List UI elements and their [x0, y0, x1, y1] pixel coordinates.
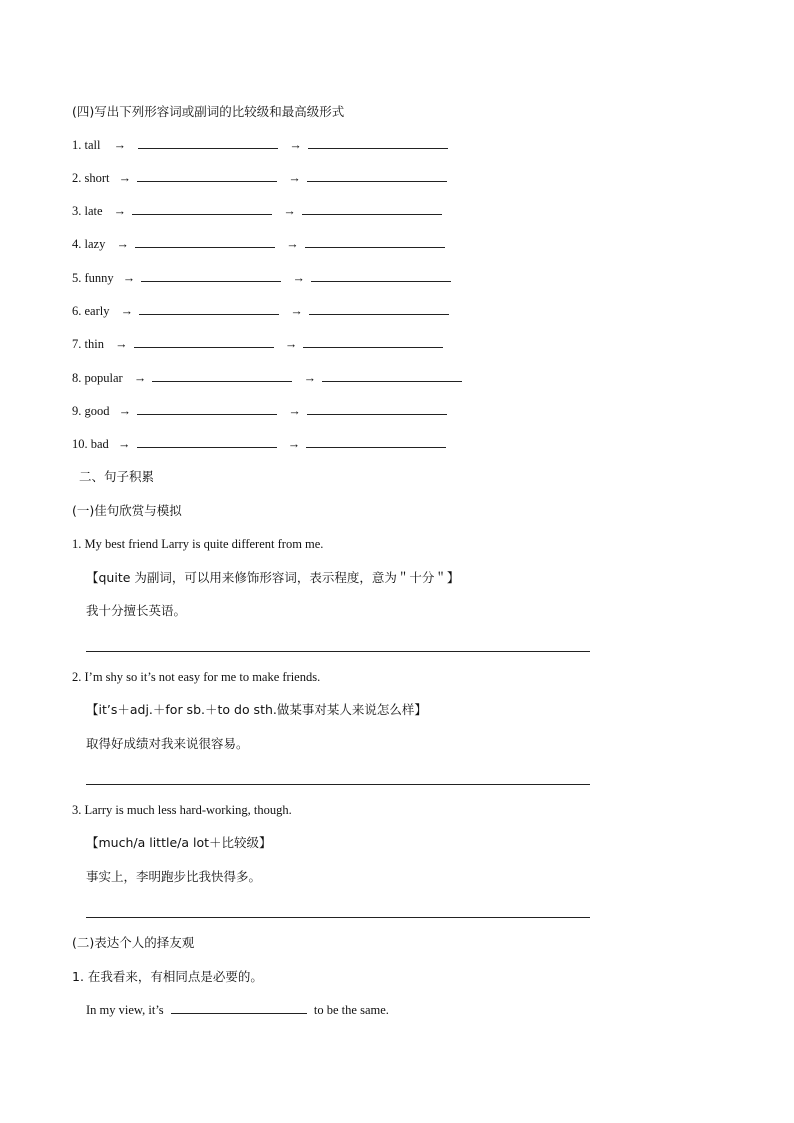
word-label: 2. short	[72, 171, 110, 185]
word-row	[72, 269, 451, 287]
translation-prompt: 取得好成绩对我来说很容易。	[86, 736, 249, 751]
arrow-icon: →	[303, 371, 317, 385]
translation-prompt: 我十分擅长英语。	[86, 603, 187, 618]
arrow-icon: →	[287, 437, 301, 451]
word-row	[72, 302, 449, 320]
comparative-blank[interactable]	[141, 269, 281, 282]
superlative-blank[interactable]	[306, 435, 446, 448]
example-sentence: 2. I’m shy so it’s not easy for me to make friends.	[72, 670, 321, 684]
word-row	[72, 235, 445, 253]
answer-line[interactable]	[86, 917, 590, 918]
word-label: 8. popular	[72, 371, 123, 385]
fill-sentence-end: to be the same.	[313, 1003, 389, 1017]
word-label: 4. lazy	[72, 237, 106, 251]
comparative-blank[interactable]	[137, 402, 277, 415]
arrow-icon: →	[118, 171, 132, 185]
comparative-blank[interactable]	[139, 302, 279, 315]
word-label: 3. late	[72, 204, 103, 218]
comparative-blank[interactable]	[137, 169, 277, 182]
arrow-icon: →	[288, 171, 301, 185]
arrow-icon: →	[113, 204, 127, 218]
comparative-blank[interactable]	[134, 335, 274, 348]
example-sentence: 1. My best friend Larry is quite different from me.	[72, 537, 324, 551]
arrow-icon: →	[292, 271, 306, 285]
arrow-icon: →	[122, 271, 136, 285]
superlative-blank[interactable]	[311, 269, 451, 282]
arrow-icon: →	[283, 204, 296, 218]
word-row	[72, 335, 443, 353]
comparative-blank[interactable]	[132, 202, 272, 215]
grammar-note: 【quite 为副词，可以用来修饰形容词，表示程度，意为＂十分＂】	[86, 570, 460, 585]
word-label: 9. good	[72, 404, 110, 418]
word-label: 10. bad	[72, 437, 109, 451]
arrow-icon: →	[289, 138, 302, 152]
superlative-blank[interactable]	[307, 169, 447, 182]
superlative-blank[interactable]	[322, 369, 462, 382]
fill-blank[interactable]	[171, 1001, 307, 1014]
arrow-icon: →	[116, 237, 129, 251]
part-heading-sentences: 二、句子积累	[79, 469, 155, 484]
word-label: 1. tall	[72, 138, 101, 152]
answer-line[interactable]	[86, 784, 590, 785]
translation-prompt: 事实上，李明跑步比我快得多。	[86, 869, 262, 884]
superlative-blank[interactable]	[305, 235, 445, 248]
answer-line[interactable]	[86, 651, 590, 652]
arrow-icon: →	[288, 404, 301, 418]
arrow-icon: →	[113, 138, 127, 152]
word-label: 7. thin	[72, 337, 104, 351]
comparative-blank[interactable]	[137, 435, 277, 448]
word-label: 5. funny	[72, 271, 114, 285]
word-row	[72, 435, 446, 453]
word-row	[72, 369, 462, 387]
example-sentence: 3. Larry is much less hard-working, though.	[72, 803, 292, 817]
superlative-blank[interactable]	[302, 202, 442, 215]
arrow-icon: →	[118, 404, 132, 418]
arrow-icon: →	[286, 237, 299, 251]
arrow-icon: →	[290, 304, 303, 318]
superlative-blank[interactable]	[309, 302, 449, 315]
fill-sentence-start: In my view, it’s	[86, 1003, 164, 1017]
arrow-icon: →	[115, 337, 128, 351]
comparative-blank[interactable]	[138, 136, 278, 149]
superlative-blank[interactable]	[308, 136, 448, 149]
arrow-icon: →	[133, 371, 147, 385]
subsection-heading-appreciation: (一)佳句欣赏与模拟	[72, 503, 182, 518]
grammar-note: 【much/a little/a lot＋比较级】	[86, 835, 272, 850]
comparative-blank[interactable]	[135, 235, 275, 248]
word-row	[72, 169, 447, 187]
comparative-blank[interactable]	[152, 369, 292, 382]
arrow-icon: →	[284, 337, 298, 351]
word-label: 6. early	[72, 304, 110, 318]
superlative-blank[interactable]	[307, 402, 447, 415]
arrow-icon: →	[117, 437, 131, 451]
question-prompt: 1. 在我看来，有相同点是必要的。	[72, 969, 263, 984]
word-row	[72, 202, 442, 220]
superlative-blank[interactable]	[303, 335, 443, 348]
arrow-icon: →	[120, 304, 134, 318]
subsection-heading-friend-view: (二)表达个人的择友观	[72, 935, 195, 950]
word-row	[72, 136, 448, 154]
grammar-note: 【it’s＋adj.＋for sb.＋to do sth.做某事对某人来说怎么样】	[86, 702, 427, 717]
word-row	[72, 402, 447, 420]
section-heading-comparatives: (四)写出下列形容词或副词的比较级和最高级形式	[72, 104, 345, 119]
fill-sentence	[86, 1001, 389, 1019]
